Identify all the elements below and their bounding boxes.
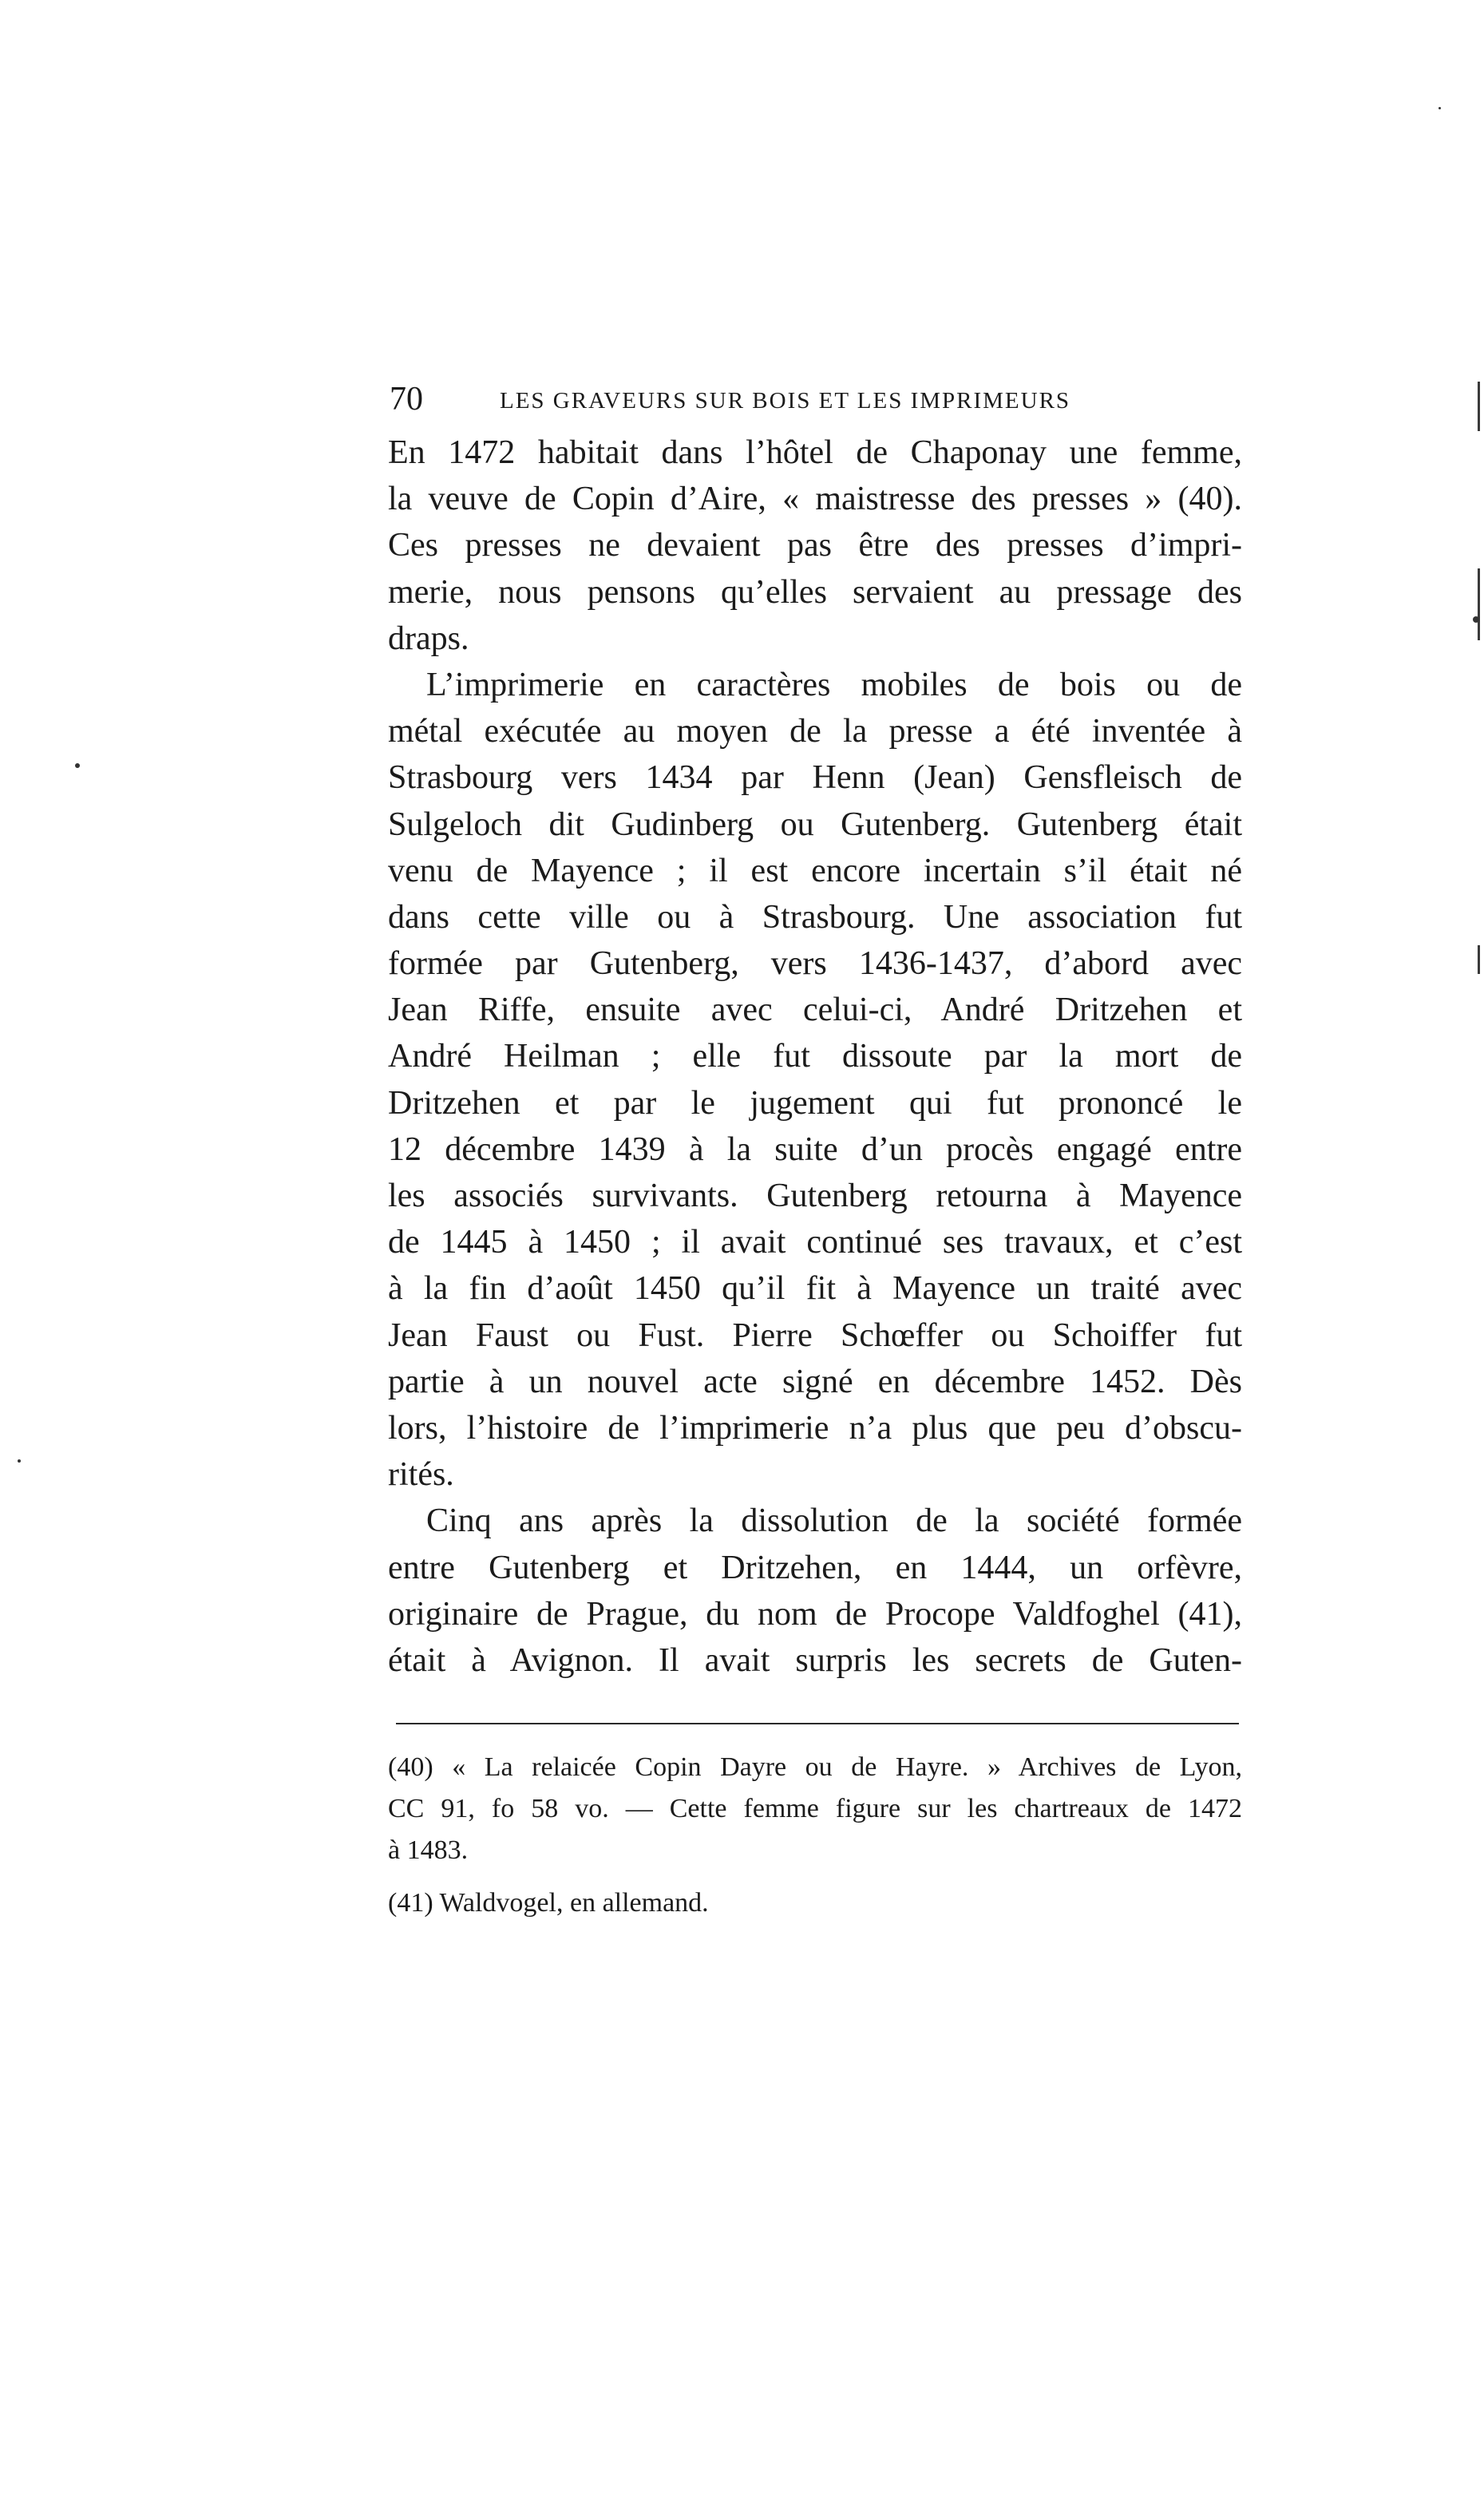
scan-speck [1438,107,1441,109]
footnotes [388,1747,1242,1924]
body-line: les associés survivants. Gutenberg retourna à Mayence [388,1178,1242,1214]
body-line: venu de Mayence ; il est encore incertain s’il était né [388,852,1242,889]
body-line: de 1445 à 1450 ; il avait continué ses travaux, et c’est [388,1224,1242,1261]
body-line: Cinq ans après la dissolution de la société formée [426,1502,1242,1540]
footnote-line: (41) Waldvogel, en allemand. [388,1888,709,1918]
body-line: la veuve de Copin d’Aire, « maistresse des presses » (40). [388,481,1242,518]
body-line: André Heilman ; elle fut dissoute par la mort de [388,1038,1242,1075]
body-line: Strasbourg vers 1434 par Henn (Jean) Gensfleisch de [388,759,1242,797]
scan-speck [1473,616,1479,623]
body-line: formée par Gutenberg, vers 1436-1437, d’abord avec [388,945,1242,983]
footnote-line: à 1483. [388,1835,469,1865]
body-line: entre Gutenberg et Dritzehen, en 1444, un orfèvre, [388,1549,1242,1586]
body-line: L’imprimerie en caractères mobiles de bois ou de [426,666,1242,703]
body-line: merie, nous pensons qu’elles servaient au pressage des [388,573,1242,611]
page-number: 70 [390,381,423,418]
body-line: 12 décembre 1439 à la suite d’un procès engagé entre [388,1130,1242,1168]
running-title: LES GRAVEURS SUR BOIS ET LES IMPRIMEURS [500,388,1071,414]
footnote-line: (40) « La relaicée Copin Dayre ou de Hayre. » Archives de Lyon, [388,1752,1242,1782]
scan-edge-mark [1478,568,1480,640]
body-line: lors, l’histoire de l’imprimerie n’a plus que peu d’obscu- [388,1409,1242,1447]
body-line: draps. [388,620,469,657]
scan-edge-mark [1478,945,1480,974]
page-header [390,375,1242,423]
body-line: Jean Faust ou Fust. Pierre Schœffer ou Schoiffer fut [388,1316,1242,1354]
scan-edge-mark [1478,382,1480,431]
body-line: Ces presses ne devaient pas être des presses d’impri- [388,527,1242,564]
body-line: Dritzehen et par le jugement qui fut prononcé le [388,1084,1242,1122]
body-line: Jean Riffe, ensuite avec celui-ci, André Dritzehen et [388,992,1242,1029]
scan-speck [75,763,80,768]
footnote-line: CC 91, fo 58 vo. — Cette femme figure sur les chartreaux de 1472 [388,1794,1242,1823]
footnote-rule [396,1723,1239,1724]
body-line: En 1472 habitait dans l’hôtel de Chaponay une femme, [388,434,1242,471]
body-line: métal exécutée au moyen de la presse a été inventée à [388,713,1242,750]
scan-speck [18,1459,21,1463]
body-line: dans cette ville ou à Strasbourg. Une association fut [388,898,1242,936]
body-text [388,430,1242,1684]
body-line: à la fin d’août 1450 qu’il fit à Mayence un traité avec [388,1270,1242,1308]
body-line: était à Avignon. Il avait surpris les secrets de Guten- [388,1641,1242,1679]
body-line: rités. [388,1456,454,1494]
body-line: Sulgeloch dit Gudinberg ou Gutenberg. Gutenberg était [388,806,1242,843]
body-line: partie à un nouvel acte signé en décembre 1452. Dès [388,1363,1242,1400]
body-line: originaire de Prague, du nom de Procope Valdfoghel (41), [388,1595,1242,1633]
